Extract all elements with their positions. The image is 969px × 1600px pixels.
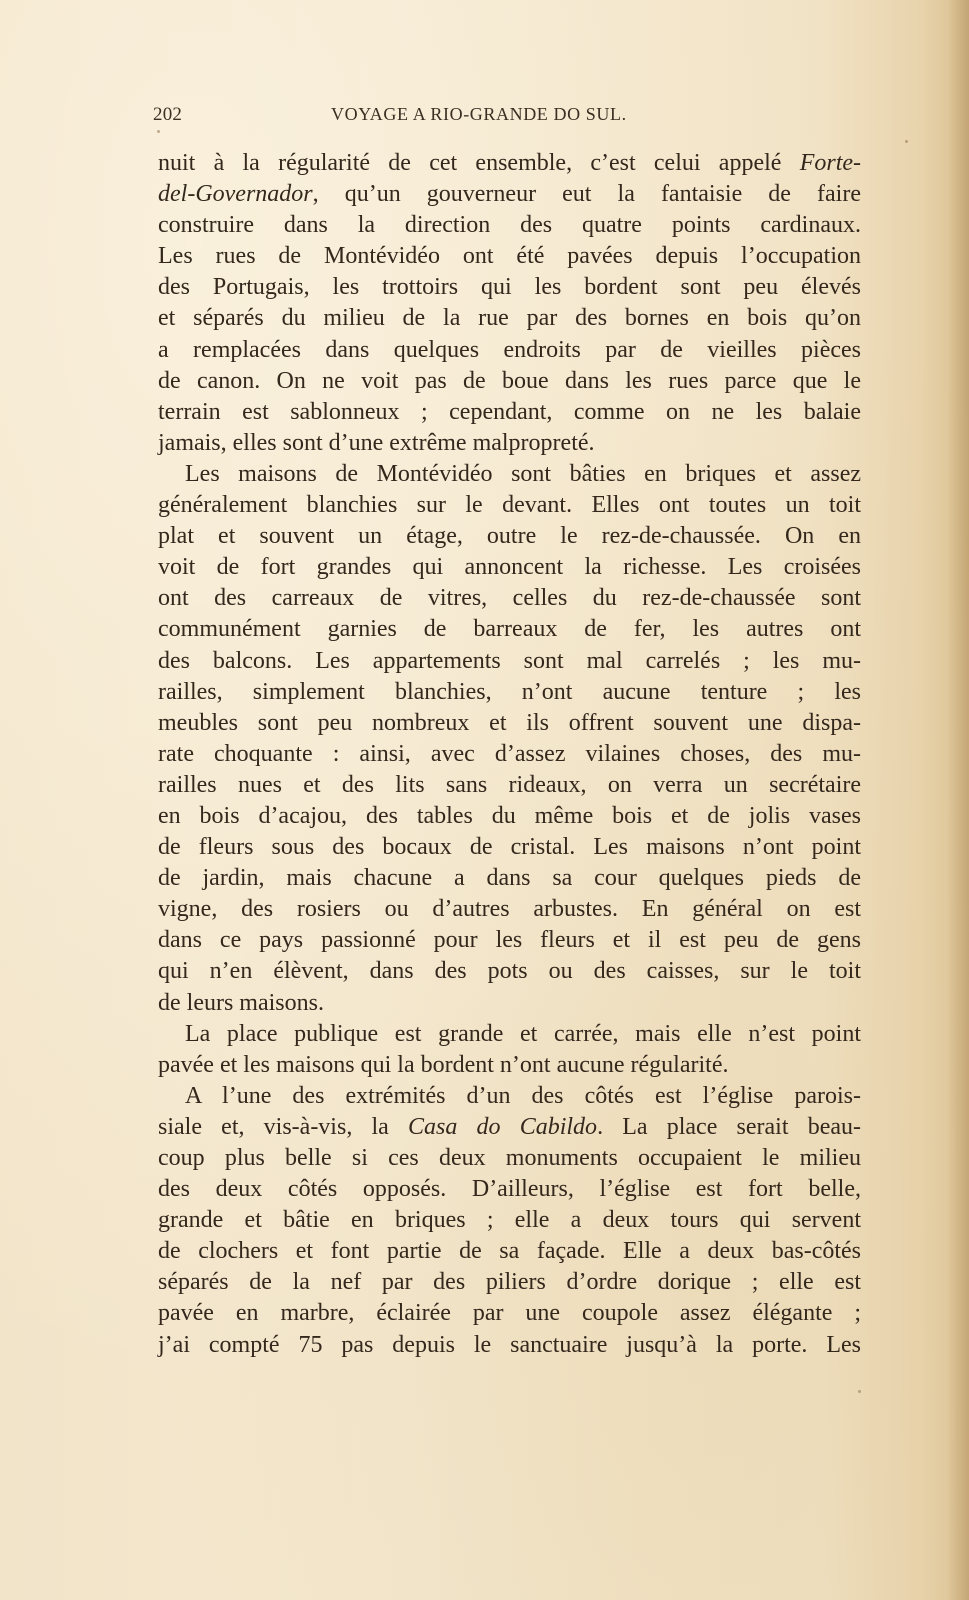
text-line: [158, 988, 861, 1019]
text-line: [158, 801, 861, 832]
ink-speck: [858, 1390, 861, 1393]
text-line: [158, 708, 861, 739]
text-line: [158, 583, 861, 614]
text-segment: j’ai compté 75 pas depuis le sanctuaire jusqu’à la porte. Les: [158, 1331, 861, 1358]
text-line: [158, 646, 861, 677]
ink-speck: [905, 140, 908, 143]
text-segment: de jardin, mais chacune a dans sa cour quelques pieds de: [158, 865, 861, 892]
ink-speck: [157, 130, 160, 133]
text-segment: pavée et les maisons qui la bordent n’ont aucune régularité.: [158, 1051, 729, 1078]
text-line: [158, 179, 861, 210]
text-segment: terrain est sablonneux ; cependant, comme on ne les balaie: [158, 398, 861, 425]
running-head: VOYAGE A RIO-GRANDE DO SUL.: [331, 104, 627, 124]
text-line: [158, 894, 861, 925]
text-line: [158, 1330, 861, 1361]
text-line: [158, 1143, 861, 1174]
text-line: [158, 1267, 861, 1298]
text-segment: construire dans la direction des quatre points cardinaux.: [158, 212, 861, 239]
text-line: [158, 490, 861, 521]
text-segment: railles nues et des lits sans rideaux, on verra un secrétaire: [158, 771, 861, 798]
text-segment: voit de fort grandes qui annoncent la richesse. Les croisées: [158, 554, 861, 581]
text-segment: des balcons. Les appartements sont mal carrelés ; les mu-: [158, 647, 861, 674]
text-segment: coup plus belle si ces deux monuments occupaient le milieu: [158, 1145, 861, 1171]
text-line: [158, 241, 861, 272]
text-segment: . La place serait beau-: [597, 1113, 861, 1140]
italic-text: Casa do Cabildo: [408, 1113, 598, 1140]
text-segment: des Portugais, les trottoirs qui les bordent sont peu élevés: [158, 274, 861, 301]
italic-text: Forte-: [799, 150, 861, 176]
text-line: [158, 521, 861, 552]
italic-text: del-Governador: [158, 181, 313, 208]
text-line: [158, 397, 861, 428]
text-line: [158, 739, 861, 770]
text-line: [158, 272, 861, 303]
text-segment: qui n’en élèvent, dans des pots ou des caisses, sur le toit: [158, 958, 861, 985]
text-segment: pavée en marbre, éclairée par une coupole assez élégante ;: [158, 1300, 861, 1327]
text-segment: communément garnies de barreaux de fer, les autres ont: [158, 616, 861, 643]
text-segment: grande et bâtie en briques ; elle a deux tours qui servent: [158, 1207, 861, 1234]
page-number: 202: [153, 104, 183, 125]
text-line: [158, 956, 861, 987]
text-line: [158, 1236, 861, 1267]
text-line: [158, 832, 861, 863]
text-line: [158, 770, 861, 801]
text-segment: nuit à la régularité de cet ensemble, c’est celui appelé: [158, 150, 800, 176]
text-line: [158, 459, 861, 490]
text-segment: railles, simplement blanchies, n’ont aucune tenture ; les: [158, 678, 861, 705]
text-segment: et séparés du milieu de la rue par des bornes en bois qu’on: [158, 305, 861, 332]
text-line: [158, 614, 861, 645]
text-segment: de clochers et font partie de sa façade. Elle a deux bas-côtés: [158, 1238, 861, 1265]
page-edge-shadow: [947, 0, 969, 1600]
text-segment: séparés de la nef par des piliers d’ordre dorique ; elle est: [158, 1269, 861, 1296]
text-segment: , qu’un gouverneur eut la fantaisie de faire: [312, 181, 861, 208]
text-segment: de fleurs sous des bocaux de cristal. Les maisons n’ont point: [158, 834, 861, 861]
text-segment: en bois d’acajou, des tables du même bois et de jolis vases: [158, 802, 861, 829]
text-line: [158, 428, 861, 459]
text-line: [158, 677, 861, 708]
text-line: [158, 1205, 861, 1236]
text-segment: Les rues de Montévidéo ont été pavées depuis l’occupation: [158, 243, 861, 270]
text-segment: des deux côtés opposés. D’ailleurs, l’église est fort belle,: [158, 1176, 861, 1203]
text-line: [158, 1298, 861, 1329]
text-segment: rate choquante : ainsi, avec d’assez vilaines choses, des mu-: [158, 740, 861, 767]
text-line: [158, 303, 861, 334]
text-line: [158, 335, 861, 366]
text-line: [158, 863, 861, 894]
text-segment: vigne, des rosiers ou d’autres arbustes. En général on est: [158, 896, 861, 923]
text-segment: ont des carreaux de vitres, celles du rez-de-chaussée sont: [158, 585, 861, 612]
text-segment: généralement blanchies sur le devant. Elles ont toutes un toit: [158, 492, 861, 519]
body-text: [158, 148, 861, 1361]
text-line: [158, 552, 861, 583]
text-line: [158, 1081, 861, 1112]
text-line: [158, 1174, 861, 1205]
text-segment: plat et souvent un étage, outre le rez-de-chaussée. On en: [158, 523, 861, 550]
text-segment: A l’une des extrémités d’un des côtés est l’église parois-: [185, 1082, 861, 1109]
text-line: [158, 1050, 861, 1081]
text-segment: jamais, elles sont d’une extrême malpropreté.: [158, 429, 595, 456]
text-segment: de canon. On ne voit pas de boue dans les rues parce que le: [158, 367, 861, 394]
text-line: [158, 925, 861, 956]
page-header: [153, 104, 693, 128]
text-line: [158, 1112, 861, 1143]
text-segment: La place publique est grande et carrée, mais elle n’est point: [185, 1020, 861, 1047]
text-segment: dans ce pays passionné pour les fleurs et il est peu de gens: [158, 927, 861, 954]
text-segment: meubles sont peu nombreux et ils offrent souvent une dispa-: [158, 709, 861, 736]
text-segment: de leurs maisons.: [158, 989, 324, 1016]
text-segment: Les maisons de Montévidéo sont bâties en briques et assez: [185, 460, 861, 487]
text-line: [158, 366, 861, 397]
text-segment: siale et, vis-à-vis, la: [158, 1113, 408, 1140]
text-line: [158, 1019, 861, 1050]
text-line: [158, 210, 861, 241]
text-segment: a remplacées dans quelques endroits par de vieilles pièces: [158, 336, 861, 363]
text-line: [158, 148, 861, 179]
